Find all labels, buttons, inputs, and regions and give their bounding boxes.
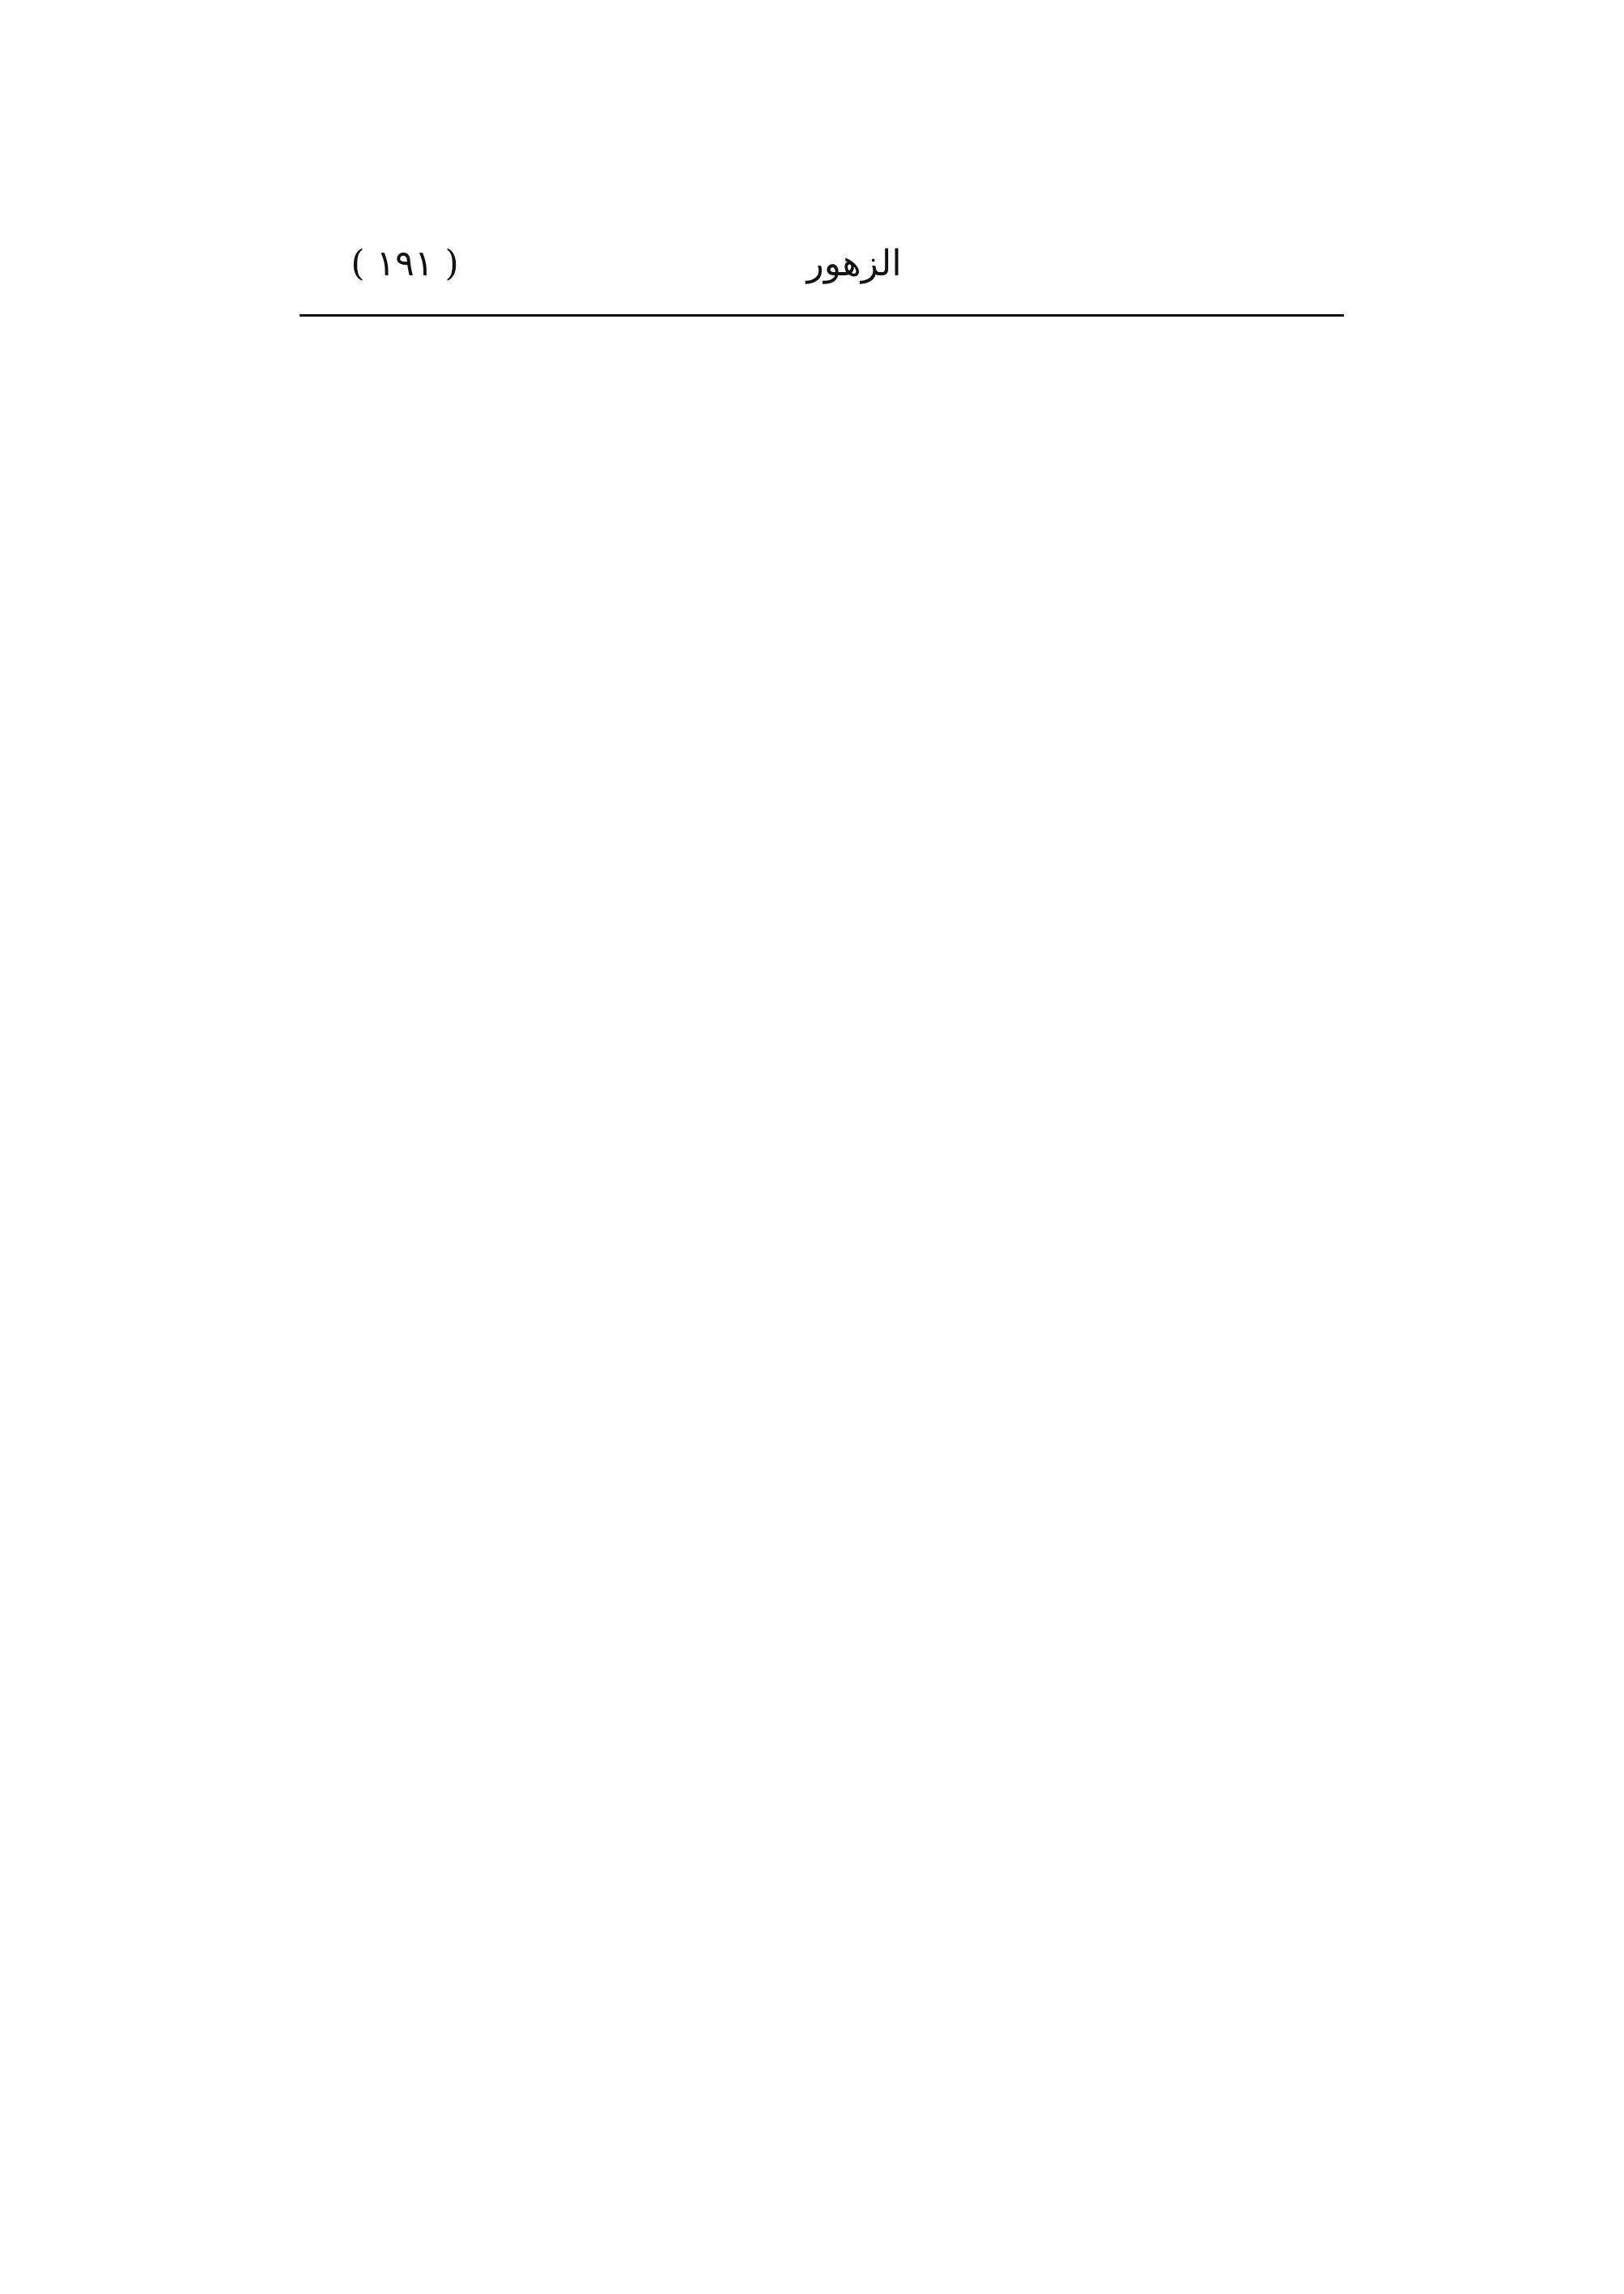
page-number: ( ١٩١ ) — [351, 243, 459, 284]
running-header — [300, 243, 1344, 308]
page-body — [291, 340, 1352, 371]
page-title: الزهور — [806, 243, 902, 284]
header-rule — [300, 314, 1344, 317]
